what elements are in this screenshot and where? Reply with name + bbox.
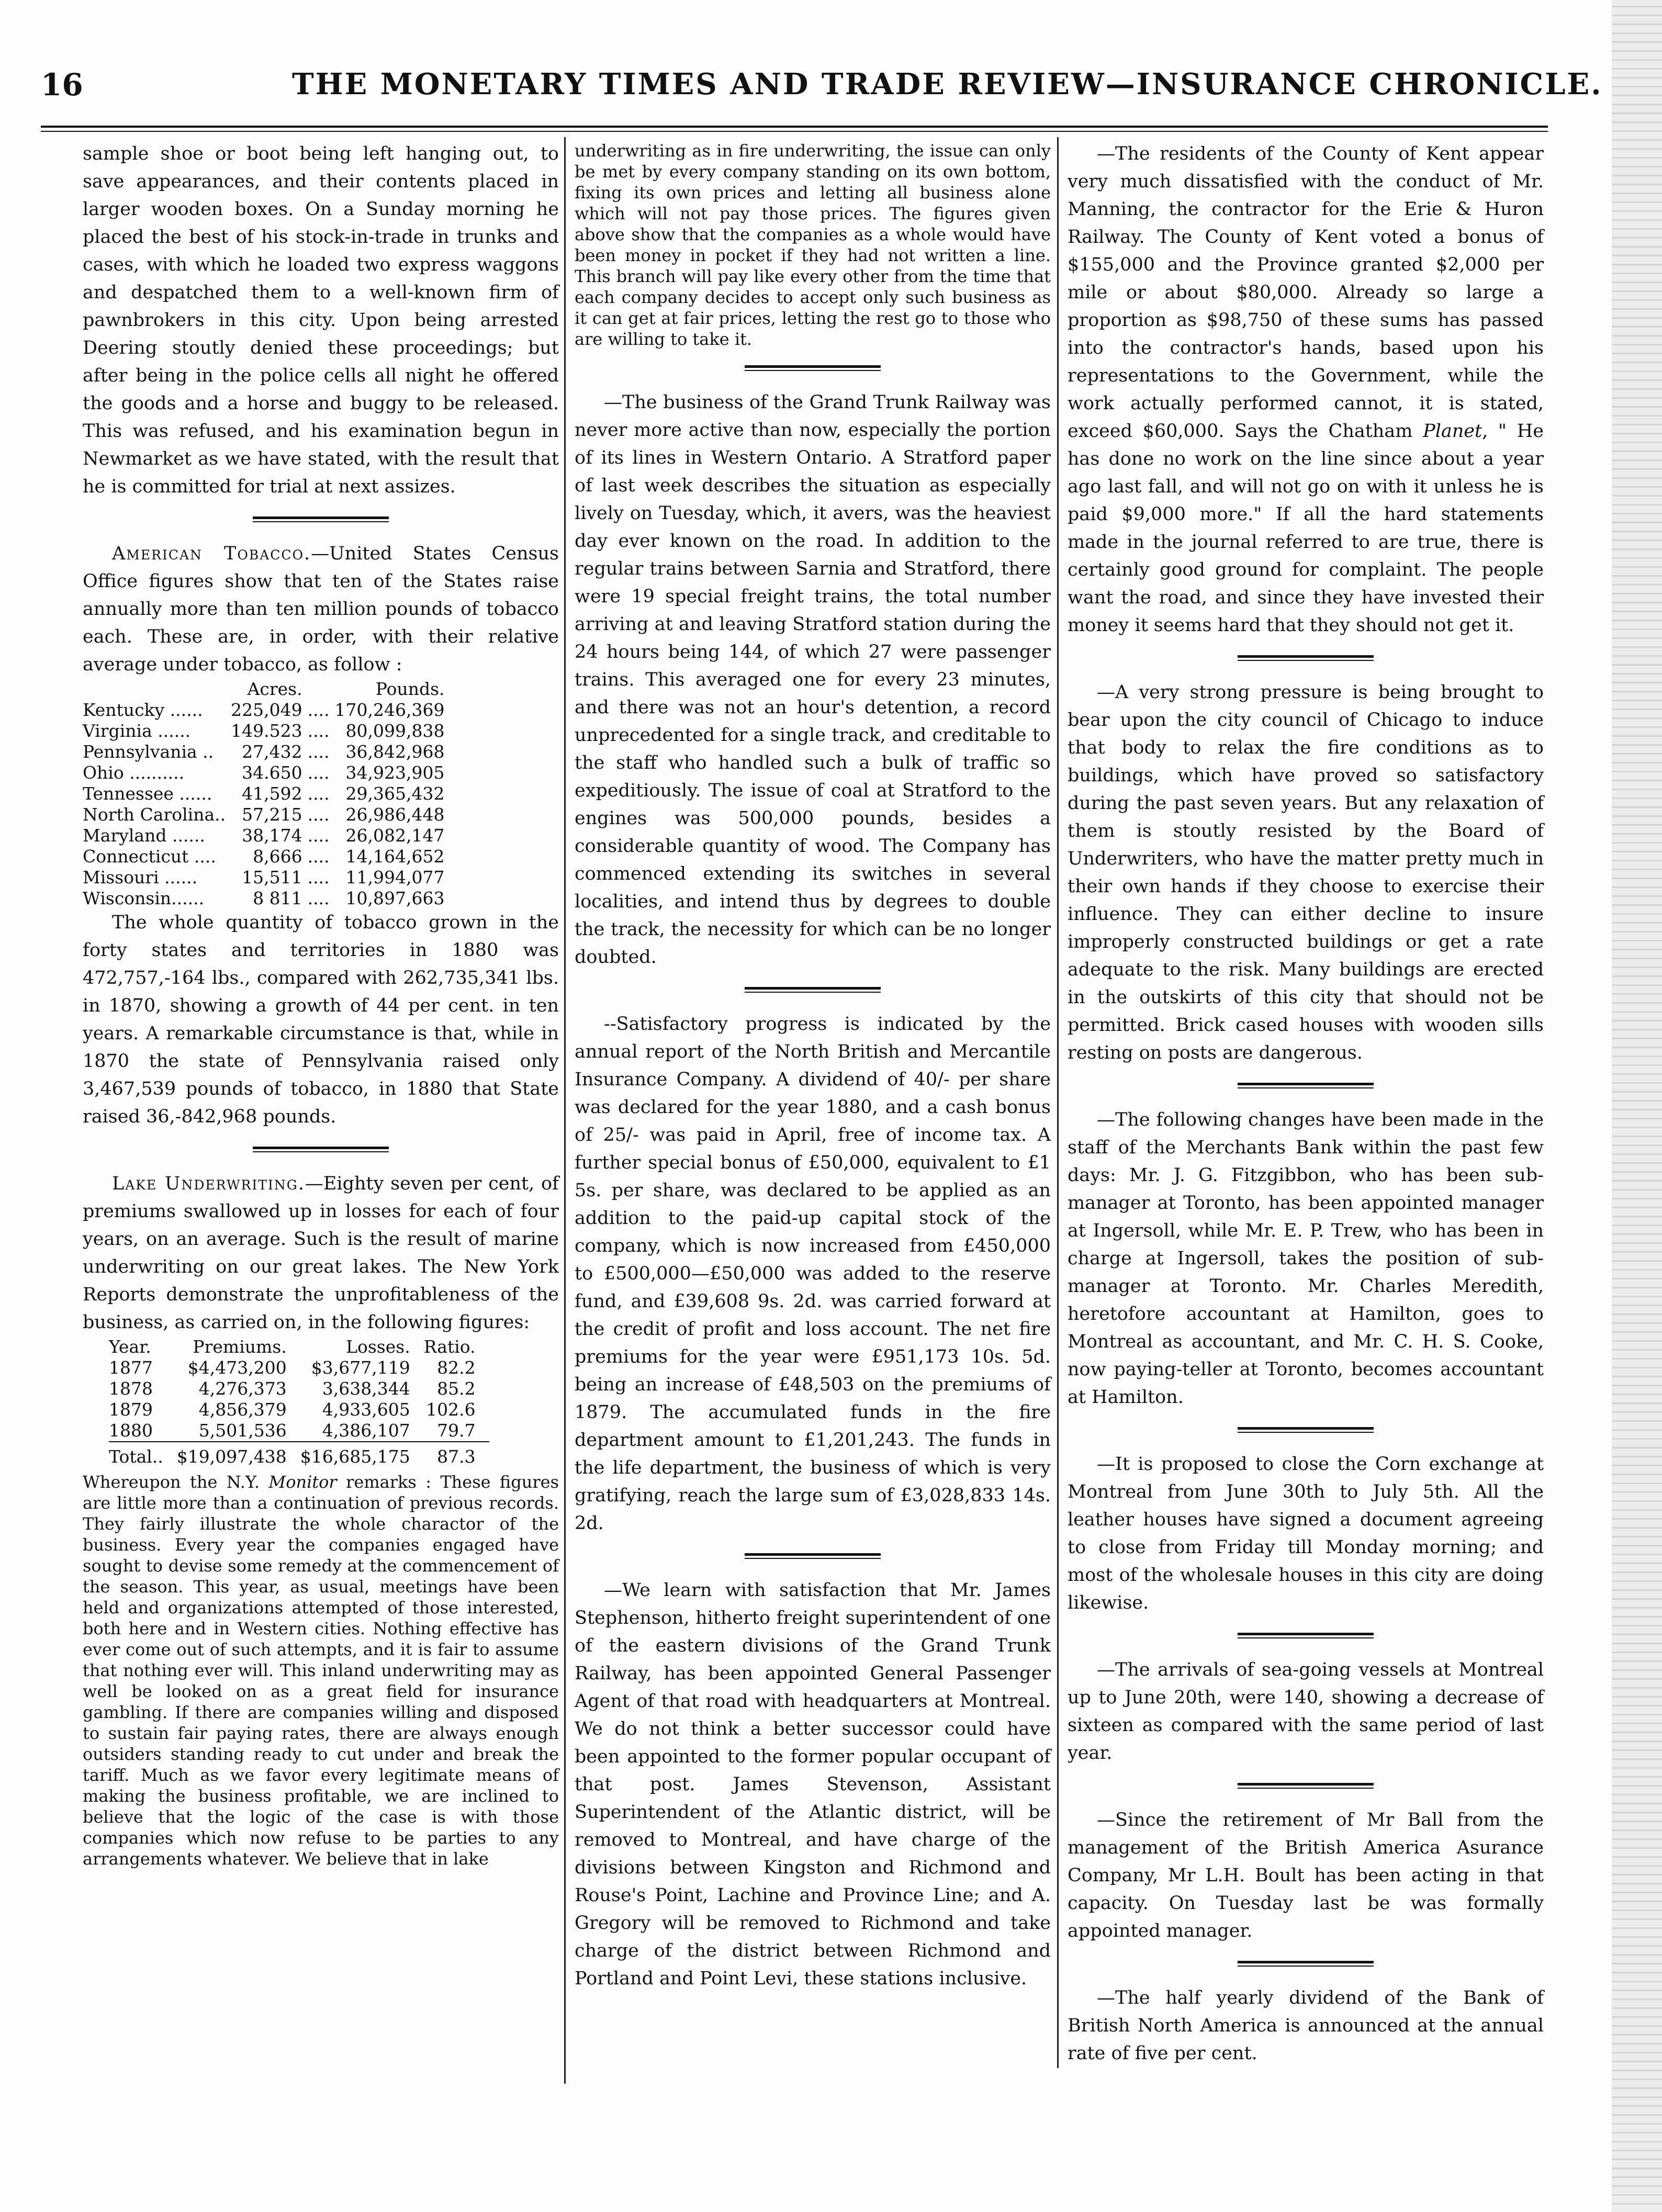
table-cell: 57,215: [242, 804, 302, 825]
section-separator: [253, 1147, 389, 1152]
table-cell: 4,933,605: [322, 1399, 410, 1420]
section-separator: [745, 987, 881, 993]
lake-intro: —Eighty seven per cent, of premiums swallowed up in losses for each of four years, on an average. Such is the result of marine underwriting on our great lakes. The New York Reports demonstrate the unprofitableness of the business, as carried on, in the following figures:: [83, 1173, 559, 1333]
table-row: [109, 1378, 489, 1399]
table-cell: 1880: [109, 1420, 153, 1441]
header-rule: [41, 126, 1548, 132]
table-cell: 87.3: [437, 1446, 476, 1467]
monitor-title: Monitor: [268, 1472, 337, 1492]
tobacco-table-header: [83, 679, 450, 700]
north-british-article: --Satisfactory progress is indicated by the annual report of the North British and Mercantile Insurance Company. A dividend of 40/- per share was declared for the year 1880, and a cash bonus of 25/- was paid in April, free of income tax. A further special bonus of £50,000, equivalent to £1 5s. per share, was declared to be applied as an addition to the paid-up capital stock of the company, which is now increased from £450,000 to £500,000—£50,000 was added to the reserve fund, and £39,608 9s. 2d. was carried forward at the credit of profit and loss account. The net fire premiums for the year were £951,173 10s. 5d. being an increase of £48,503 on the premiums of 1879. The accumulated funds in the fire department amount to £1,201,243. The funds in the life department, the business of which is very gratifying, reach the large sum of £3,028,833 14s. 2d.: [575, 1014, 1051, 1534]
tobacco-heading: American Tobacco.: [112, 543, 311, 564]
table-cell: 80,099,838: [345, 721, 445, 741]
table-cell: 8,666: [253, 846, 302, 867]
table-cell: 85.2: [437, 1378, 476, 1399]
lake-article: [83, 1170, 559, 1337]
table-header-cell: Ratio.: [423, 1337, 476, 1357]
table-cell: 1878: [109, 1378, 153, 1399]
stephenson-article: —We learn with satisfaction that Mr. James Stephenson, hitherto freight superintendent of one of the eastern divisions of the Grand Trunk Railway, has been appointed General Passenger Agent of that road with headquarters at Montreal. We do not think a better successor could have been appointed to the former popular occupant of that post. James Stevenson, Assistant Superintendent of the Atlantic district, will be removed to Montreal, and have charge of the divisions between Kingston and Richmond and Rouse's Point, Lachine and Province Line; and A. Gregory will be removed to Richmond and take charge of the district between Richmond and Portland and Point Levi, these stations inclusive.: [575, 1580, 1051, 1989]
table-row: [83, 867, 450, 888]
section-separator: [1238, 1961, 1374, 1967]
table-cell: Connecticut ....: [83, 846, 216, 867]
table-cell: 1877: [109, 1357, 153, 1378]
table-cell: 79.7: [437, 1420, 476, 1441]
table-cell: $16,685,175: [300, 1446, 410, 1467]
column-1: [83, 140, 559, 1869]
monitor-before: Whereupon the N.Y.: [83, 1472, 260, 1492]
table-cell: ....: [307, 783, 330, 804]
table-header-cell: Losses.: [346, 1337, 410, 1357]
masthead-title: THE MONETARY TIMES AND TRADE REVIEW—INSURANCE CHRONICLE.: [292, 67, 1603, 102]
table-cell: 29,365,432: [345, 783, 445, 804]
table-row: [109, 1420, 489, 1442]
tobacco-summary: The whole quantity of tobacco grown in the forty states and territories in 1880 was 472,757,-164 lbs., compared with 262,735,341 lbs. in 1870, showing a growth of 44 per cent. in ten years. A remarkable circumstance is that, while in 1870 the state of Pennsylvania raised only 3,467,539 pounds of tobacco, in 1880 that State raised 36,-842,968 pounds.: [83, 912, 559, 1127]
planet-title: Planet: [1423, 421, 1483, 442]
lake-heading: Lake Underwriting.: [112, 1173, 305, 1194]
table-cell: 82.2: [437, 1357, 476, 1378]
merchants-bank-article: —The following changes have been made in the staff of the Merchants Bank within the past few days: Mr. J. G. Fitzgibbon, who has been sub-manager at Toronto, has been appointed manager at Ingersoll, while Mr. E. P. Trew, who has been in charge at Ingersoll, takes the position of sub-manager at Toronto. Mr. Charles Meredith, heretofore accountant at Hamilton, goes to Montreal as accountant, and Mr. C. H. S. Cooke, now paying-teller at Toronto, becomes accountant at Hamilton.: [1068, 1109, 1544, 1408]
grand-trunk-article: —The business of the Grand Trunk Railway was never more active than now, especially the portion of its lines in Western Ontario. A Stratford paper of last week describes the situation as especially lively on Tuesday, which, it avers, was the heaviest day ever known on the road. In addition to the regular trains between Sarnia and Stratford, there were 19 special freight trains, the total number arriving at and leaving Stratford station during the 24 hours being 144, of which 27 were passenger trains. This averaged one for every 23 minutes, and there was not an hour's detention, a record unprecedented for a single track, and creditable to the staff who handled such a bulk of traffic so expeditiously. The issue of coal at Stratford to the engines was 500,000 pounds, besides a considerable quantity of wood. The Company has commenced extending its switches in several localities, and intend thus by degrees to double the track, the necessity for which can be no longer doubted.: [575, 392, 1051, 968]
tobacco-article: [83, 540, 559, 679]
table-cell: Virginia ......: [83, 721, 191, 741]
table-cell: 10,897,663: [345, 888, 445, 908]
tobacco-intro: —United States Census Office figures show that ten of the States raise annually more than ten million pounds of tobacco each. These are, in order, with their relative average under tobacco, as follow :: [83, 543, 559, 675]
lake-table-header: [109, 1337, 489, 1357]
section-separator: [1238, 1083, 1374, 1088]
page-edge-shadow: [1612, 0, 1662, 2212]
kent-text-after: , " He has done no work on the line since about a year ago last fall, and will not go on with it unless he is paid $9,000 more." If all the hard statements made in the journal referred to are true, there is certainly good ground for complaint. The people want the road, and since they have invested their money it seems hard that they should not get it.: [1068, 421, 1544, 636]
table-cell: $3,677,119: [311, 1357, 410, 1378]
table-row: [83, 804, 450, 825]
column-2: [575, 140, 1051, 1993]
table-cell: Total..: [109, 1446, 163, 1467]
table-cell: 8 811: [253, 888, 302, 908]
table-cell: 102.6: [426, 1399, 476, 1420]
table-header-cell: [308, 679, 335, 700]
table-cell: ....: [307, 700, 330, 720]
table-cell: North Carolina..: [83, 804, 226, 825]
kent-article: [1068, 140, 1544, 639]
page-number: 16: [41, 67, 83, 103]
column-3: [1068, 140, 1544, 2068]
deering-article-end: sample shoe or boot being left hanging out, to save appearances, and their contents placed in larger wooden boxes. On a Sunday morning he placed the best of his stock-in-trade in trunks and cases, with which he loaded two express waggons and despatched them to a well-known firm of pawnbrokers in this city. Upon being arrested Deering stoutly denied these proceedings; but after being in the police cells all night he offered the goods and a horse and buggy to be released. This was refused, and his examination begun in Newmarket as we have stated, with the result that he is committed for trial at next assizes.: [83, 143, 559, 497]
table-row: [109, 1357, 489, 1378]
table-cell: Tennessee ......: [83, 783, 212, 804]
section-separator: [1238, 655, 1374, 661]
table-cell: ....: [307, 804, 330, 825]
table-cell: 34.650: [242, 762, 302, 783]
table-cell: Pennsylvania ..: [83, 742, 214, 762]
kent-text-before: —The residents of the County of Kent appear very much dissatisfied with the conduct of Mr. Manning, the contractor for the Erie & Huron Railway. The County of Kent voted a bonus of $155,000 and the Province granted $2,000 per mile or about $80,000. Already so large a proportion as $98,750 of these sums has passed into the contractor's hands, based upon his representations to the Government, while the work actually performed cannot, it is stated, exceed $60,000. Says the Chatham: [1068, 143, 1544, 442]
table-cell: $4,473,200: [187, 1357, 287, 1378]
section-separator: [1238, 1783, 1374, 1789]
british-america-article: —Since the retirement of Mr Ball from the management of the British America Asurance Company, Mr L.H. Boult has been acting in that capacity. On Tuesday last be was formally appointed manager.: [1068, 1810, 1544, 1941]
tobacco-table: [83, 679, 450, 909]
table-cell: 3,638,344: [322, 1378, 410, 1399]
sea-vessels-article: —The arrivals of sea-going vessels at Montreal up to June 20th, were 140, showing a decrease of sixteen as compared with the same period of last year.: [1068, 1659, 1544, 1764]
table-row: [83, 762, 450, 783]
table-header-cell: Pounds.: [375, 679, 445, 699]
section-separator: [745, 365, 881, 371]
table-cell: ....: [307, 742, 330, 762]
section-separator: [1238, 1427, 1374, 1433]
table-cell: 5,501,536: [198, 1420, 287, 1441]
table-cell: ....: [307, 888, 330, 908]
monitor-text: remarks : These figures are little more than a continuation of previous records. They fairly illustrate the whole charactor of the business. Every year the companies engaged have sought to devise some remedy at the commencement of the season. This year, as usual, meetings have been held and organizations attempted of those interested, both here and in Western cities. Nothing effective has ever come out of such attempts, and it is fair to assume that nothing ever will. This inland underwriting may as well be looked on as a great field for insurance gambling. If there are companies willing and disposed to sustain fair paying rates, there are always enough outsiders standing ready to cut under and break the tariff. Much as we favor every legitimate means of making the business profitable, we are inclined to believe that the logic of the case is with those companies which now refuse to be parties to any arrangements whatever. We believe that in lake: [83, 1472, 559, 1869]
table-cell: 225,049: [231, 700, 302, 720]
page-header: [41, 57, 1632, 114]
table-row: [83, 721, 450, 742]
table-cell: 4,856,379: [198, 1399, 287, 1420]
table-cell: 1879: [109, 1399, 153, 1420]
table-cell: ....: [307, 762, 330, 783]
table-row: [83, 825, 450, 846]
chicago-article: —A very strong pressure is being brought to bear upon the city council of Chicago to induce that body to relax the fire conditions as to buildings, which have proved so satisfactory during the past seven years. But any relaxation of them is stoutly resisted by the Board of Underwriters, who have the matter pretty much in their own hands if they choose to exercise their influence. They can either decline to insure improperly constructed buildings or get a rate adequate to the risk. Many buildings are erected in the outskirts of this city that should not be permitted. Brick cased houses with wooden sills resting on posts are dangerous.: [1068, 682, 1544, 1063]
column-divider: [564, 137, 566, 2084]
table-cell: 149.523: [231, 721, 302, 741]
table-cell: 170,246,369: [334, 700, 445, 720]
table-row: [83, 783, 450, 804]
table-cell: ....: [307, 846, 330, 867]
table-cell: 4,386,107: [322, 1420, 410, 1441]
table-header-cell: Premiums.: [193, 1337, 287, 1357]
table-cell: 38,174: [242, 825, 302, 846]
bank-dividend-article: —The half yearly dividend of the Bank of British North America is announced at the annual rate of five per cent.: [1068, 1988, 1544, 2064]
table-cell: 27,432: [242, 742, 302, 762]
lake-article-continued: underwriting as in fire underwriting, the issue can only be met by every company standing on its own bottom, fixing its own prices and letting all business alone which will not pay those prices. The figures given above show that the companies as a whole would have been money in pocket if they had not written a line. This branch will pay like every other from the time that each company decides to accept only such business as it can get at fair prices, letting the rest go to those who are willing to take it.: [575, 141, 1051, 349]
table-cell: 41,592: [242, 783, 302, 804]
table-cell: 14,164,652: [345, 846, 445, 867]
section-separator: [253, 516, 389, 522]
corn-exchange-article: —It is proposed to close the Corn exchange at Montreal from June 30th to July 5th. All the leather houses have signed a document agreeing to close from Friday till Monday morning; and most of the wholesale houses in this city are doing likewise.: [1068, 1454, 1544, 1613]
section-separator: [1238, 1633, 1374, 1638]
table-cell: 26,986,448: [345, 804, 445, 825]
column-divider: [1057, 137, 1059, 2068]
table-cell: 34,923,905: [345, 762, 445, 783]
table-cell: 26,082,147: [345, 825, 445, 846]
table-cell: Maryland ......: [83, 825, 205, 846]
table-header-cell: [83, 679, 231, 700]
table-header-cell: Year.: [109, 1337, 151, 1357]
table-cell: Kentucky ......: [83, 700, 203, 720]
table-cell: ....: [307, 721, 330, 741]
lake-underwriting-table: [109, 1337, 489, 1472]
table-cell: 15,511: [242, 867, 302, 888]
table-row: [109, 1399, 489, 1420]
table-cell: Ohio ..........: [83, 762, 185, 783]
table-cell: $19,097,438: [176, 1446, 287, 1467]
table-total-row: [109, 1442, 489, 1472]
section-separator: [745, 1553, 881, 1559]
table-cell: Missouri ......: [83, 867, 198, 888]
table-cell: ....: [307, 867, 330, 888]
table-header-cell: Acres.: [247, 679, 302, 699]
table-cell: 4,276,373: [198, 1378, 287, 1399]
table-cell: ....: [307, 825, 330, 846]
table-row: [83, 742, 450, 762]
table-cell: 11,994,077: [345, 867, 445, 888]
monitor-remarks: [83, 1472, 559, 1869]
table-row: [83, 700, 450, 721]
table-row: [83, 888, 450, 909]
table-cell: 36,842,968: [345, 742, 445, 762]
table-row: [83, 846, 450, 867]
table-cell: Wisconsin......: [83, 888, 205, 908]
